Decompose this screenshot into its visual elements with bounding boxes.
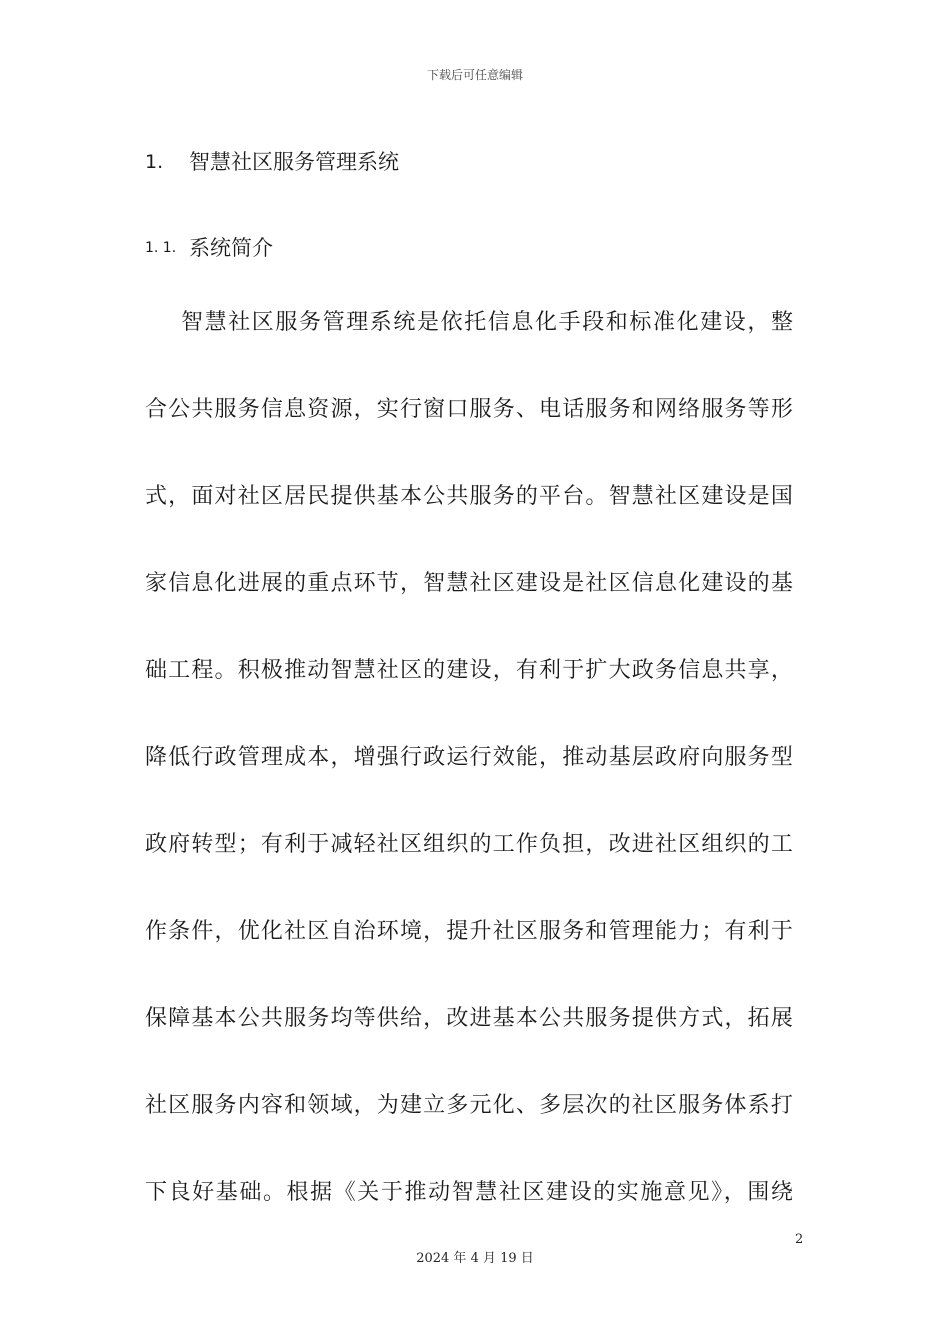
body-paragraph — [145, 303, 793, 1260]
heading-2-title: 系统简介 — [189, 236, 273, 260]
paragraph-line: 础工程。积极推动智慧社区的建设，有利于扩大政务信息共享， — [145, 658, 795, 683]
paragraph-line: 保障基本公共服务均等供给，改进基本公共服务提供方式，拓展 — [145, 1006, 795, 1031]
paragraph-line: 家信息化进展的重点环节，智慧社区建设是社区信息化建设的基 — [145, 571, 795, 596]
paragraph-line: 政府转型；有利于减轻社区组织的工作负担，改进社区组织的工 — [145, 832, 795, 857]
footer-date: 2024 年 4 月 19 日 — [416, 1251, 534, 1266]
header-note: 下载后可任意编辑 — [426, 68, 523, 82]
paragraph-line: 智慧社区服务管理系统是依托信息化手段和标准化建设，整 — [181, 310, 795, 335]
paragraph-line: 社区服务内容和领域，为建立多元化、多层次的社区服务体系打 — [145, 1093, 795, 1118]
heading-1-number: 1. — [145, 151, 164, 173]
heading-2-number: 1. 1. — [145, 240, 177, 256]
paragraph-line: 降低行政管理成本，增强行政运行效能，推动基层政府向服务型 — [145, 745, 795, 770]
heading-1 — [145, 146, 399, 178]
paragraph-line: 式，面对社区居民提供基本公共服务的平台。智慧社区建设是国 — [145, 484, 795, 509]
paragraph-line: 作条件，优化社区自治环境，提升社区服务和管理能力；有利于 — [145, 919, 795, 944]
paragraph-line: 合公共服务信息资源，实行窗口服务、电话服务和网络服务等形 — [145, 397, 795, 422]
heading-2 — [145, 232, 273, 264]
page-number: 2 — [795, 1232, 804, 1247]
heading-1-title: 智慧社区服务管理系统 — [189, 150, 399, 174]
paragraph-line: 下良好基础。根据《关于推动智慧社区建设的实施意见》，围绕 — [145, 1180, 795, 1205]
